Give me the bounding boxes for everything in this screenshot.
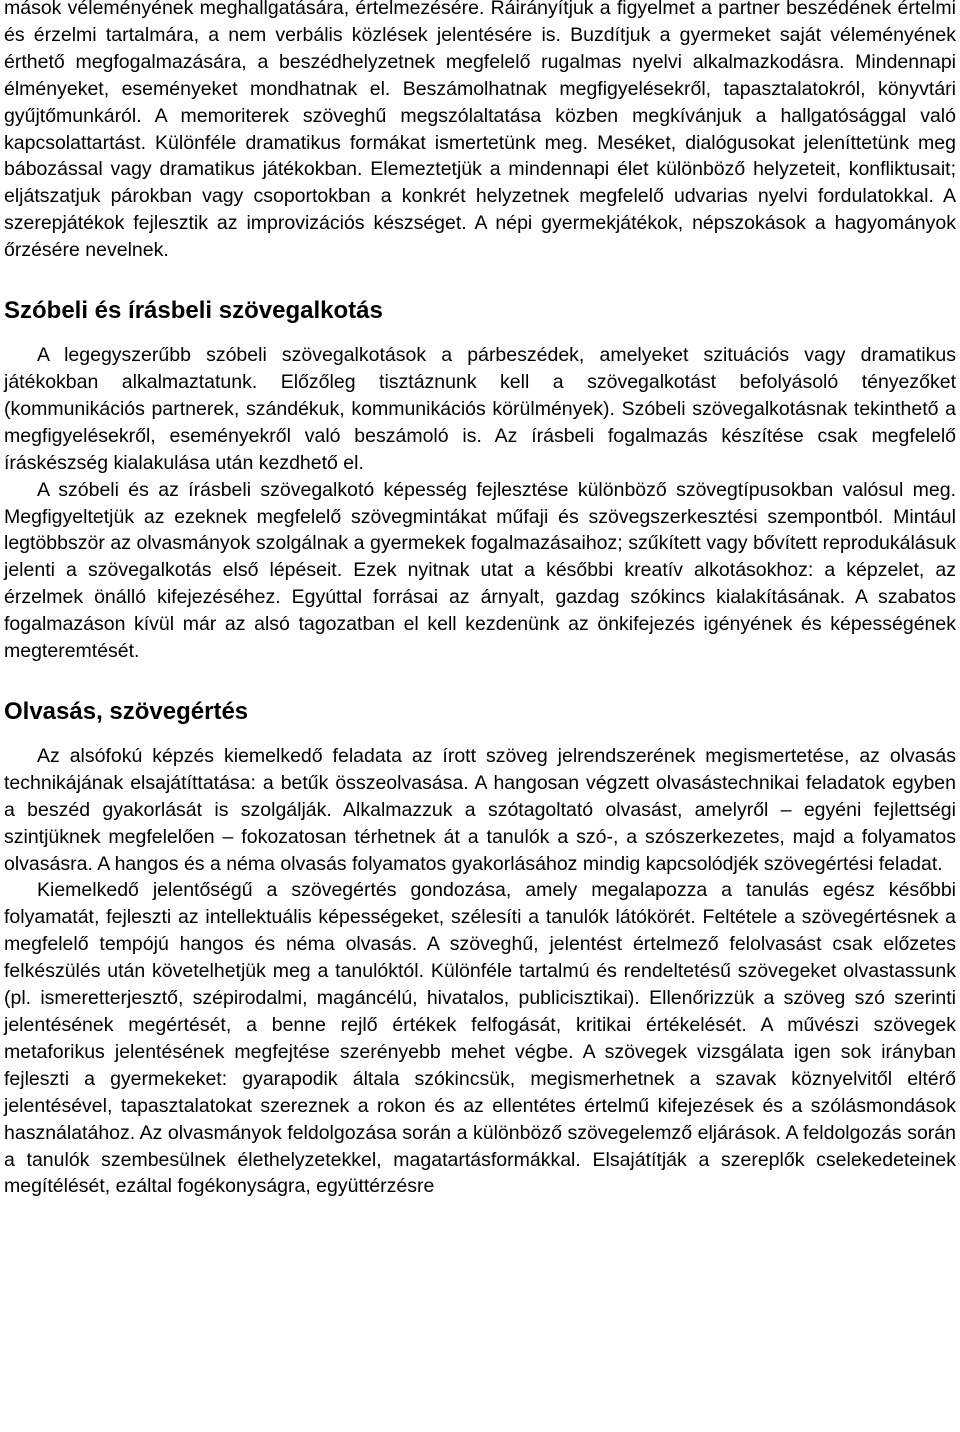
paragraph: Kiemelkedő jelentőségű a szövegértés gondozása, amely megalapozza a tanulás egész későbbi folyamatát, fejleszti az intellektuális képességeket, szélesíti a tanulók látókörét. Feltétele a szövegértésnek a megfelelő tempójú hangos és néma olvasás. A szöveghű, jelentést értelmező felolvasást csak előzetes felkészülés után követelhetjük meg a tanulóktól. Különféle tartalmú és rendeltetésű szövegeket olvastassunk (pl. ismeretterjesztő, szépirodalmi, magáncélú, hivatalos, publicisztikai). Ellenőrizzük a szöveg szó szerinti jelentésének megértését, a benne rejlő értékek felfogását, kritikai értékelését. A művészi szövegek metaforikus jelentésének megfejtése szerényebb mehet végbe. A szövegek vizsgálata igen sok irányban fejleszti a gyermekeket: gyarapodik általa szókincsük, megismerhetnek a szavak köznyelvitől eltérő jelentésével, tapasztalatokat szereznek a rokon és az ellentétes értelmű kifejezések és a szólásmondások használatához. Az olvasmányok feldolgozása során a különböző szövegelemző eljárások. A feldolgozás során a tanulók szembesülnek élethelyzetekkel, magatartásformákkal. Elsajátítják a szereplők cselekedeteinek megítélését, ezáltal fogékonyságra, együttérzésre xyxy=(4,879,956,1198)
paragraph: A szóbeli és az írásbeli szövegalkotó képesség fejlesztése különböző szövegtípusokban valósul meg. Megfigyeltetjük az ezeknek megfelelő szövegmintákat műfaji és szövegszerkesztési szempontból. Mintául legtöbbször az olvasmányok szolgálnak a gyermekek fogalmazásaihoz; szűkített vagy bővített reprodukálásuk jelenti a szövegalkotás első lépéseit. Ezek nyitnak utat a későbbi kreatív alkotásokhoz: a képzelet, az érzelmek önálló kifejezéséhez. Egyúttal forrásai az árnyalt, gazdag szókincs kialakításának. A szabatos fogalmazáson kívül már az alsó tagozatban el kell kezdenünk az önkifejezés igényének és képességének megteremtését. xyxy=(4,478,956,663)
section-heading: Szóbeli és írásbeli szövegalkotás xyxy=(4,297,383,325)
paragraph: mások véleményének meghallgatására, értelmezésére. Ráirányítjuk a figyelmet a partner beszédének értelmi és érzelmi tartalmára, a nem verbális közlések jelentésére is. Buzdítjuk a gyermeket saját véleményének érthető megfogalmazására, a beszédhelyzetnek megfelelő rugalmas nyelvi alkalmazkodásra. Mindennapi élményeket, eseményeket mondhatnak el. Beszámolhatnak megfigyelésekről, tapasztalatokról, könyvtári gyűjtőmunkáról. A memoriterek szöveghű megszólaltatása közben megkívánjuk a hallgatósággal való kapcsolattartást. Különféle dramatikus formákat ismertetünk meg. Meséket, dialógusokat jeleníttetünk meg bábozással vagy dramatikus játékokban. Elemeztetjük a mindennapi élet különböző helyzeteit, konfliktusait; eljátszatjuk párokban vagy csoportokban a konkrét helyzetnek megfelelő udvarias nyelvi fordulatokkal. A szerepjátékok fejlesztik az improvizációs készséget. A népi gyermekjátékok, népszokások a hagyományok őrzésére nevelnek. xyxy=(4,0,956,262)
paragraph: Az alsófokú képzés kiemelkedő feladata az írott szöveg jelrendszerének megismertetése, az olvasás technikájának elsajátíttatása: a betűk összeolvasása. A hangosan végzett olvasástechnikai feladatok egyben a beszéd gyakorlását is szolgálják. Alkalmazzuk a szótagoltató olvasást, amelyről – egyéni fejlettségi szintjüknek megfelelően – fokozatosan térhetnek át a tanulók a szó-, a szószerkezetes, majd a folyamatos olvasásra. A hangos és a néma olvasás folyamatos gyakorlásához mindig kapcsolódjék szövegértési feladat. xyxy=(4,744,956,875)
document-page xyxy=(4,0,956,1200)
paragraph: A legegyszerűbb szóbeli szövegalkotások a párbeszédek, amelyeket szituációs vagy dramatikus játékokban alkalmaztatunk. Előzőleg tisztáznunk kell a szövegalkotást befolyásoló tényezőket (kommunikációs partnerek, szándékuk, kommunikációs körülmények). Szóbeli szövegalkotásnak tekinthető a megfigyelésekről, eseményekről való beszámoló is. Az írásbeli fogalmazás készítése csak megfelelő íráskészség kialakulása után kezdhető el. xyxy=(4,344,956,474)
section-heading: Olvasás, szövegértés xyxy=(4,697,249,725)
